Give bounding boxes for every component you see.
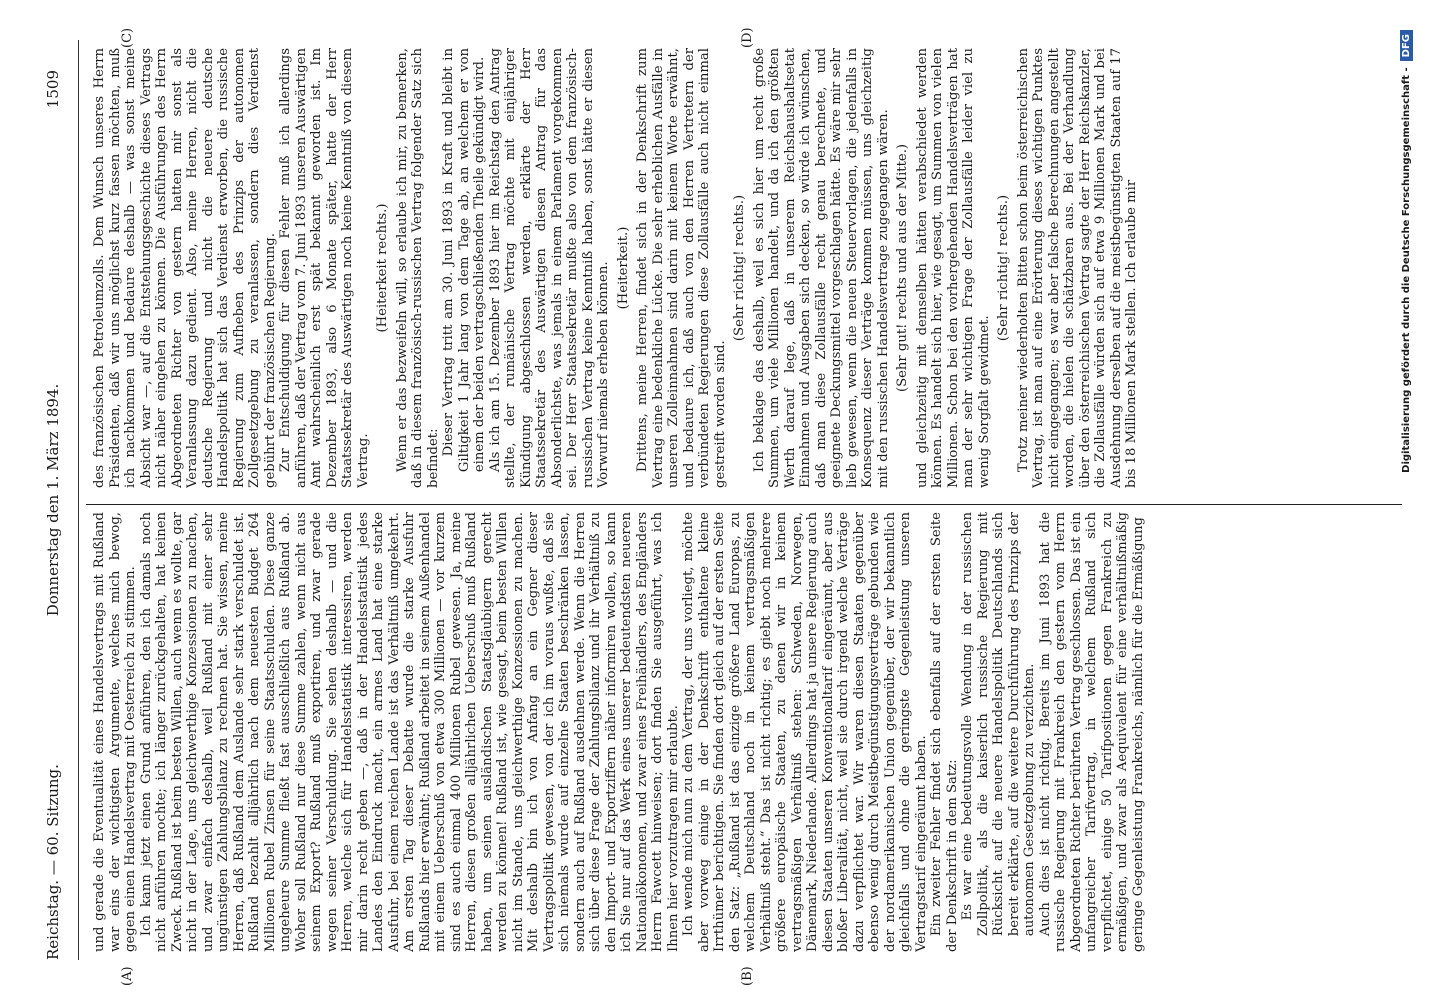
paragraph: und gerade die Eventualität eines Handelsvertrags mit Rußland war eins der wichtigsten Argumente, welches mich bewog, gegen einen Handelsvertrag mit Oesterreich zu stimmen. [92,512,138,952]
paragraph: Drittens, meine Herren, findet sich in der Denkschrift zum Vertrag eine bedenkliche Lücke. Die sehr erheblichen Ausfälle in unseren Zolleinnahmen sind darin mit keinem Worte erwähnt, und bedaure ich, daß auch von den Herren Vertretern der verbündeten Regierungen diese Zollausfälle auch nicht einmal gestreift worden sind. [635,48,728,488]
right-column [92,48,1412,488]
paragraph: Als ich am 15. Dezember 1893 hier im Reichstag den Antrag stellte, der rumänische Vertrag möchte mit einjähriger Kündigung abgeschlossen werden, erklärte der Herr Staatssekretär des Auswärtigen diesen Antrag für das Absonderlichste, was jemals in einem Parlament vorgekommen sei. Der Herr Staatssekretär mußte also von dem französisch-russischen Vertrag keine Kenntniß haben, sonst hätte er diesen Vorwurf niemals erheben können. [487,48,611,488]
credit-text: Digitalisierung gefördert durch die Deutsche Forschungsgemeinschaft - [1401,67,1412,473]
paragraph: des französischen Petroleumzolls. Dem Wunsch unseres Herrn Präsidenten, daß wir uns möglichst kurz fassen möchten, muß ich nachkommen und bedaure deshalb — was sonst meine Absicht war —, auf die Entstehungsgeschichte dieses Vertrags nicht näher eingehen zu können. Die Ausführungen des Herrn Abgeordneten Richter von gestern hatten mir sonst als Veranlassung dazu gedient. Also, meine Herren, nicht die deutsche Regierung und nicht die neuere deutsche Handelspolitik hat sich das Verdienst erworben, die russische Regierung zum Aufheben des Prinzips der autonomen Zollgesetzgebung zu veranlassen, sondern dies Verdienst gebührt der französischen Regierung. [92,48,278,488]
interjection: (Sehr gut! rechts und aus der Mitte.) [895,143,910,393]
interjection: (Sehr richtig! rechts.) [732,194,747,342]
digitization-credit [1400,0,1413,1000]
paragraph: Es war eine bedeutungsvolle Wendung in der russischen Zollpolitik, als die kaiserlich russische Regierung mit Rücksicht auf die neuere Handelspolitik Deutschlands sich bereit erklärte, auf die weitere Durchführung des Prinzips der autonomen Gesetzgebung zu verzichten. [960,512,1037,937]
paragraph: Ich kann jetzt einen Grund anführen, den ich damals noch nicht anführen mochte; ich länger zurückgehalten, hat keinen Zweck. Rußland ist beim besten Willen, auch wenn es wollte, gar nicht in der Lage, uns gleichwerthige Konzessionen zu machen, und zwar einfach deshalb, weil Rußland mit einer sehr ungünstigen Zahlungsbilanz zu rechnen hat. Sie wissen, meine Herren, daß Rußland dem Auslande sehr stark verschuldet ist. Rußland bezahlt alljährlich nach dem neuesten Budget 264 Millionen Rubel Zinsen für seine Staatsschulden. Diese ganze ungeheure Summe fließt fast ausschließlich aus Rußland ab. Woher soll Rußland nur diese Summe zahlen, wenn nicht aus seinem Export? Rußland muß exportiren, und zwar gerade wegen seiner Verschuldung. Sie sehen deshalb — und die Herren, welche sich für Handelsstatistik interessiren, werden mir darin recht geben —, daß in der Handelsstatistik jedes Landes den Eindruck macht, ein armes Land hat eine starke Ausfuhr, bei einem reichen Lande ist das Verhältniß umgekehrt. Am ersten Tag dieser Debatte wurde die starke Ausfuhr Rußlands hier erwähnt; Rußland arbeitet in seinem Außenhandel mit einem Ueberschuß von etwa 300 Millionen — vor kurzem sind es auch einmal 400 Millionen Rubel gewesen. Ja, meine Herren, diesen großen alljährlichen Ueberschuß muß Rußland haben, um seinen ausländischen Staatsgläubigern gerecht werden zu können! Rußland ist, wie gesagt, beim besten Willen nicht im Stande, uns gleichwerthige Konzessionen zu machen. Mit deshalb bin ich von Anfang an ein Gegner dieser Vertragspolitik gewesen, von der ich im voraus wußte, daß sie sich niemals wurde auf einzelne Staaten beschränken lassen, sondern auch auf Rußland ausdehnen werde. Wenn die Herren sich über diese Frage der Zahlungsbilanz und ihr Verhältniß zu den Import- und Exportziffern näher informiren wollen, so kann ich Sie nur auf das Werk eines unserer bedeutendsten neueren Nationalökonomen, und zwar eines Freihändlers, des Engländers Herrn Fawcett hinweisen; dort finden Sie ausgeführt, was ich Ihnen hier vorzutragen mir erlaubte. [138,512,681,952]
paragraph: Ich beklage das deshalb, weil es sich hier um recht große Summen, um viele Millionen handelt, und da ich den größten Werth darauf lege, daß in unserem Reichshaushaltsetat Einnahmen und Ausgaben sich decken, so würde ich wünschen, daß man diese Zollausfälle recht genau berechnete, und geeignete Deckungsmittel vorgeschlagen hätte. Es wäre mir sehr lieb gewesen, wenn die neuen Steuervorlagen, die jedenfalls in Konsequenz dieser Verträge kommen müssen, uns gleichzeitig mit den russischen Handelsvertrage zugegangen wären. [751,48,891,488]
interjection: (Sehr richtig! rechts.) [996,194,1011,342]
column-divider [86,504,1402,505]
header-date: Donnerstag den 1. März 1894. [44,383,62,617]
paragraph: Dieser Vertrag tritt am 30. Juni 1893 in Kraft und bleibt in Giltigkeit 1 Jahr lang von dem Tage ab, an welchem er von einem der beiden vertragschließenden Theile gekündigt wird. [441,48,487,473]
paragraph: Trotz meiner wiederholten Bitten schon beim österreichischen Vertrag, ist man auf eine Erörterung dieses wichtigen Punktes nicht eingegangen; es war aber falsche Berechnungen angestellt worden, die hielen die schätzbaren aus. Bei der Verhandlung über den österreichischen Vertrag sagte der Herr Reichskanzler, die Zollausfälle würden sich auf etwa 9 Millionen Mark und bei Ausdehnung derselben auf die meistbegünstigten Staaten auf 17 bis 18 Millionen Mark stellen. Ich erlaube mir [1015,48,1139,488]
page-number: 1509 [44,70,62,109]
margin-marker-d: (D) [740,27,755,48]
header-session: Reichstag. — 60. Sitzung. [44,764,62,960]
dfg-logo: DFG [1400,30,1413,61]
paragraph: und gleichzeitig mit demselben hätten verabschiedet werden können. Es handelt sich hier, wie gesagt, um Summen von vielen Millionen. Schon bei den vorhergehenden Handelsverträgen hat man der sehr wichtigen Frage der Zollausfälle leider viel zu wenig Sorgfalt gewidmet. [914,48,992,488]
interjection: (Heiterkeit.) [615,226,631,310]
page-header [44,40,72,960]
paragraph: Wenn er das bezweifeln will, so erlaube ich mir, zu bemerken, daß in diesem französisch-russischen Vertrag folgender Satz sich befindet: [394,48,441,488]
paragraph: Auch dies ist nicht richtig. Bereits im Juni 1893 hat die russische Regierung mit Frankreich den gestern vom Herrn Abgeordneten Richter berührten Vertrag geschlossen. Das ist ein unfangreicher Tarifvertrag, in welchem Rußland sich verpflichtet, einige 50 Tarifpositionen gegen Frankreich zu ermäßigen, und zwar als Aequivalent für eine verhältnißmäßig geringe Gegenleistung Frankreichs, nämlich für die Ermäßigung [1037,512,1146,952]
paragraph: Ein zweiter Fehler findet sich ebenfalls auf der ersten Seite der Denkschrift in dem Satz: [929,512,960,952]
margin-marker-b: (B) [740,966,755,986]
left-column [92,512,1412,952]
paragraph: Zur Entschuldigung für diesen Fehler muß ich allerdings anführen, daß der Vertrag vom 7. Juni 1893 unseren Auswärtigen Amt wahrscheinlich erst spät bekannt geworden ist. Im Dezember 1893, also 6 Monate später, hatte der Herr Staatssekretär des Auswärtigen noch keine Kenntniß von diesem Vertrag. [278,48,371,488]
margin-marker-a: (A) [120,966,135,986]
interjection: (Heiterkeit rechts.) [375,203,390,333]
paragraph: Ich wende mich nun zu dem Vertrag, der uns vorliegt, möchte aber vorweg einige in der Denkschrift enthaltene kleine Irrthümer berichtigen. Sie finden dort gleich auf der ersten Seite den Satz: „Rußland ist das einzige größere Land Europas, zu welchem Deutschland noch in keinem vertragsmäßigen Verhältniß steht.“ Das ist nicht richtig; es giebt noch mehrere größere europäische Staaten, zu denen wir in keinem vertragsmäßigen Verhältniß stehen: Schweden, Norwegen, Dänemark, Niederlande. Allerdings hat ja unsere Regierung auch diesen Staaten unseren Konventionaltarif eingeräumt, aber aus bloßer Liberalität, nicht, weil sie durch irgend welche Verträge dazu verpflichtet war. Wir waren diesen Staaten gegenüber ebenso wenig durch Meistbegünstigungsverträge gebunden wie der nordamerikanischen Union gegenüber, der wir bekanntlich gleichfalls und ohne die geringste Gegenleistung unseren Vertragstarif eingeräumt haben. [681,512,929,952]
header-rule [78,40,79,960]
margin-marker-c: (C) [120,27,135,48]
